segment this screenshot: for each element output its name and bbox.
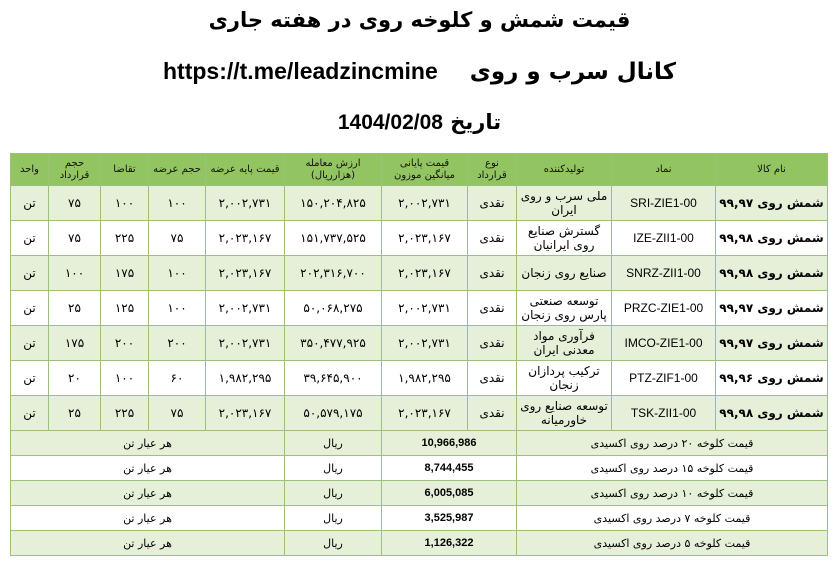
cell-contract-type: نقدی [468, 396, 517, 431]
cell-demand: ۲۲۵ [101, 221, 149, 256]
bulk-price: 3,525,987 [382, 506, 517, 531]
date-value: 1404/02/08 [337, 111, 443, 134]
table-row [11, 256, 828, 291]
cell-trade-value: ۱۵۰,۲۰۴,۸۲۵ [285, 186, 382, 221]
channel-label: کانال سرب و روی [469, 59, 676, 85]
bulk-price: 8,744,455 [382, 456, 517, 481]
cell-symbol: PTZ-ZIF1-00 [612, 361, 716, 396]
header-producer: تولیدکننده [517, 154, 612, 186]
cell-symbol: IZE-ZII1-00 [612, 221, 716, 256]
cell-supply: ۱۰۰ [149, 291, 206, 326]
cell-trade-value: ۵۰,۰۶۸,۲۷۵ [285, 291, 382, 326]
cell-trade-value: ۳۹,۶۴۵,۹۰۰ [285, 361, 382, 396]
cell-contract-type: نقدی [468, 291, 517, 326]
bulk-per: هر عیار تن [11, 531, 285, 556]
cell-contract-type: نقدی [468, 361, 517, 396]
header-unit: واحد [11, 154, 49, 186]
cell-final-price: ۲,۰۰۲,۷۳۱ [382, 326, 468, 361]
cell-demand: ۲۲۵ [101, 396, 149, 431]
bulk-price: 1,126,322 [382, 531, 517, 556]
cell-producer: توسعه صنایع روی خاورمیانه [517, 396, 612, 431]
cell-symbol: PRZC-ZIE1-00 [612, 291, 716, 326]
cell-unit: تن [11, 291, 49, 326]
date-label: تاریخ [450, 110, 502, 134]
cell-base-price: ۲,۰۰۲,۷۳۱ [206, 186, 285, 221]
cell-unit: تن [11, 361, 49, 396]
cell-unit: تن [11, 221, 49, 256]
bulk-name: قیمت کلوخه ۷ درصد روی اکسیدی [517, 506, 828, 531]
cell-unit: تن [11, 256, 49, 291]
cell-contract-type: نقدی [468, 186, 517, 221]
bulk-row [11, 456, 828, 481]
bulk-per: هر عیار تن [11, 481, 285, 506]
cell-final-price: ۲,۰۰۲,۷۳۱ [382, 291, 468, 326]
bulk-unit: ریال [285, 456, 382, 481]
cell-supply: ۷۵ [149, 396, 206, 431]
cell-producer: صنایع روی زنجان [517, 256, 612, 291]
cell-symbol: TSK-ZII1-00 [612, 396, 716, 431]
header-supply: حجم عرضه [149, 154, 206, 186]
cell-producer: گسترش صنایع روی ایرانیان [517, 221, 612, 256]
bulk-unit: ریال [285, 481, 382, 506]
cell-demand: ۲۰۰ [101, 326, 149, 361]
cell-demand: ۱۲۵ [101, 291, 149, 326]
bulk-name: قیمت کلوخه ۲۰ درصد روی اکسیدی [517, 431, 828, 456]
header-demand: تقاضا [101, 154, 149, 186]
header-contract-volume: حجم قرارداد [49, 154, 101, 186]
cell-symbol: SRI-ZIE1-00 [612, 186, 716, 221]
cell-supply: ۱۰۰ [149, 256, 206, 291]
cell-final-price: ۲,۰۲۳,۱۶۷ [382, 396, 468, 431]
cell-producer: ملی سرب و روی ایران [517, 186, 612, 221]
cell-contract-volume: ۲۵ [49, 396, 101, 431]
cell-supply: ۷۵ [149, 221, 206, 256]
header-final-price: قیمت پایانی میانگین موزون [382, 154, 468, 186]
table-row [11, 396, 828, 431]
cell-trade-value: ۲۰۲,۳۱۶,۷۰۰ [285, 256, 382, 291]
cell-contract-volume: ۱۰۰ [49, 256, 101, 291]
header-symbol: نماد [612, 154, 716, 186]
cell-supply: ۲۰۰ [149, 326, 206, 361]
cell-good: شمش روی ۹۹,۹۸ [716, 396, 828, 431]
bulk-price: 10,966,986 [382, 431, 517, 456]
cell-contract-volume: ۱۷۵ [49, 326, 101, 361]
channel-line [0, 58, 839, 85]
cell-symbol: IMCO-ZIE1-00 [612, 326, 716, 361]
cell-unit: تن [11, 396, 49, 431]
cell-demand: ۱۷۵ [101, 256, 149, 291]
cell-demand: ۱۰۰ [101, 361, 149, 396]
bulk-unit: ریال [285, 431, 382, 456]
price-table [10, 153, 828, 556]
cell-contract-volume: ۲۵ [49, 291, 101, 326]
bulk-row [11, 506, 828, 531]
cell-good: شمش روی ۹۹,۹۷ [716, 326, 828, 361]
cell-producer: توسعه صنعتی پارس روی زنجان [517, 291, 612, 326]
cell-contract-type: نقدی [468, 256, 517, 291]
cell-producer: فرآوری مواد معدنی ایران [517, 326, 612, 361]
header-trade-value: ارزش معامله (هزارریال) [285, 154, 382, 186]
cell-contract-type: نقدی [468, 221, 517, 256]
cell-supply: ۶۰ [149, 361, 206, 396]
cell-contract-volume: ۲۰ [49, 361, 101, 396]
cell-unit: تن [11, 186, 49, 221]
bulk-unit: ریال [285, 506, 382, 531]
bulk-name: قیمت کلوخه ۵ درصد روی اکسیدی [517, 531, 828, 556]
cell-final-price: ۲,۰۰۲,۷۳۱ [382, 186, 468, 221]
table-row [11, 291, 828, 326]
cell-base-price: ۲,۰۲۳,۱۶۷ [206, 256, 285, 291]
bulk-price: 6,005,085 [382, 481, 517, 506]
header-row [11, 154, 828, 186]
cell-contract-type: نقدی [468, 326, 517, 361]
bulk-row [11, 481, 828, 506]
cell-base-price: ۱,۹۸۲,۲۹۵ [206, 361, 285, 396]
table-row [11, 361, 828, 396]
cell-trade-value: ۵۰,۵۷۹,۱۷۵ [285, 396, 382, 431]
bulk-row [11, 531, 828, 556]
cell-base-price: ۲,۰۲۳,۱۶۷ [206, 221, 285, 256]
cell-contract-volume: ۷۵ [49, 186, 101, 221]
table-row [11, 221, 828, 256]
date-line [0, 110, 839, 135]
cell-good: شمش روی ۹۹,۹۶ [716, 361, 828, 396]
cell-base-price: ۲,۰۲۳,۱۶۷ [206, 396, 285, 431]
table-row [11, 326, 828, 361]
bulk-row [11, 431, 828, 456]
cell-trade-value: ۳۵۰,۴۷۷,۹۲۵ [285, 326, 382, 361]
bulk-name: قیمت کلوخه ۱۰ درصد روی اکسیدی [517, 481, 828, 506]
header-base-price: قیمت پایه عرضه [206, 154, 285, 186]
bulk-name: قیمت کلوخه ۱۵ درصد روی اکسیدی [517, 456, 828, 481]
cell-final-price: ۲,۰۲۳,۱۶۷ [382, 221, 468, 256]
page-title: قیمت شمش و کلوخه روی در هفته جاری [208, 8, 631, 32]
cell-base-price: ۲,۰۰۲,۷۳۱ [206, 326, 285, 361]
bulk-per: هر عیار تن [11, 456, 285, 481]
cell-good: شمش روی ۹۹,۹۷ [716, 291, 828, 326]
cell-symbol: SNRZ-ZII1-00 [612, 256, 716, 291]
cell-good: شمش روی ۹۹,۹۸ [716, 221, 828, 256]
cell-trade-value: ۱۵۱,۷۳۷,۵۲۵ [285, 221, 382, 256]
table-row [11, 186, 828, 221]
header-contract-type: نوع قرارداد [468, 154, 517, 186]
bulk-per: هر عیار تن [11, 431, 285, 456]
cell-base-price: ۲,۰۰۲,۷۳۱ [206, 291, 285, 326]
cell-good: شمش روی ۹۹,۹۸ [716, 256, 828, 291]
cell-good: شمش روی ۹۹,۹۷ [716, 186, 828, 221]
bulk-per: هر عیار تن [11, 506, 285, 531]
cell-producer: ترکیب پردازان زنجان [517, 361, 612, 396]
channel-link[interactable]: https://t.me/leadzincmine [162, 58, 438, 84]
cell-demand: ۱۰۰ [101, 186, 149, 221]
bulk-unit: ریال [285, 531, 382, 556]
cell-supply: ۱۰۰ [149, 186, 206, 221]
cell-contract-volume: ۷۵ [49, 221, 101, 256]
cell-final-price: ۱,۹۸۲,۲۹۵ [382, 361, 468, 396]
cell-final-price: ۲,۰۲۳,۱۶۷ [382, 256, 468, 291]
header-good: نام کالا [716, 154, 828, 186]
cell-unit: تن [11, 326, 49, 361]
